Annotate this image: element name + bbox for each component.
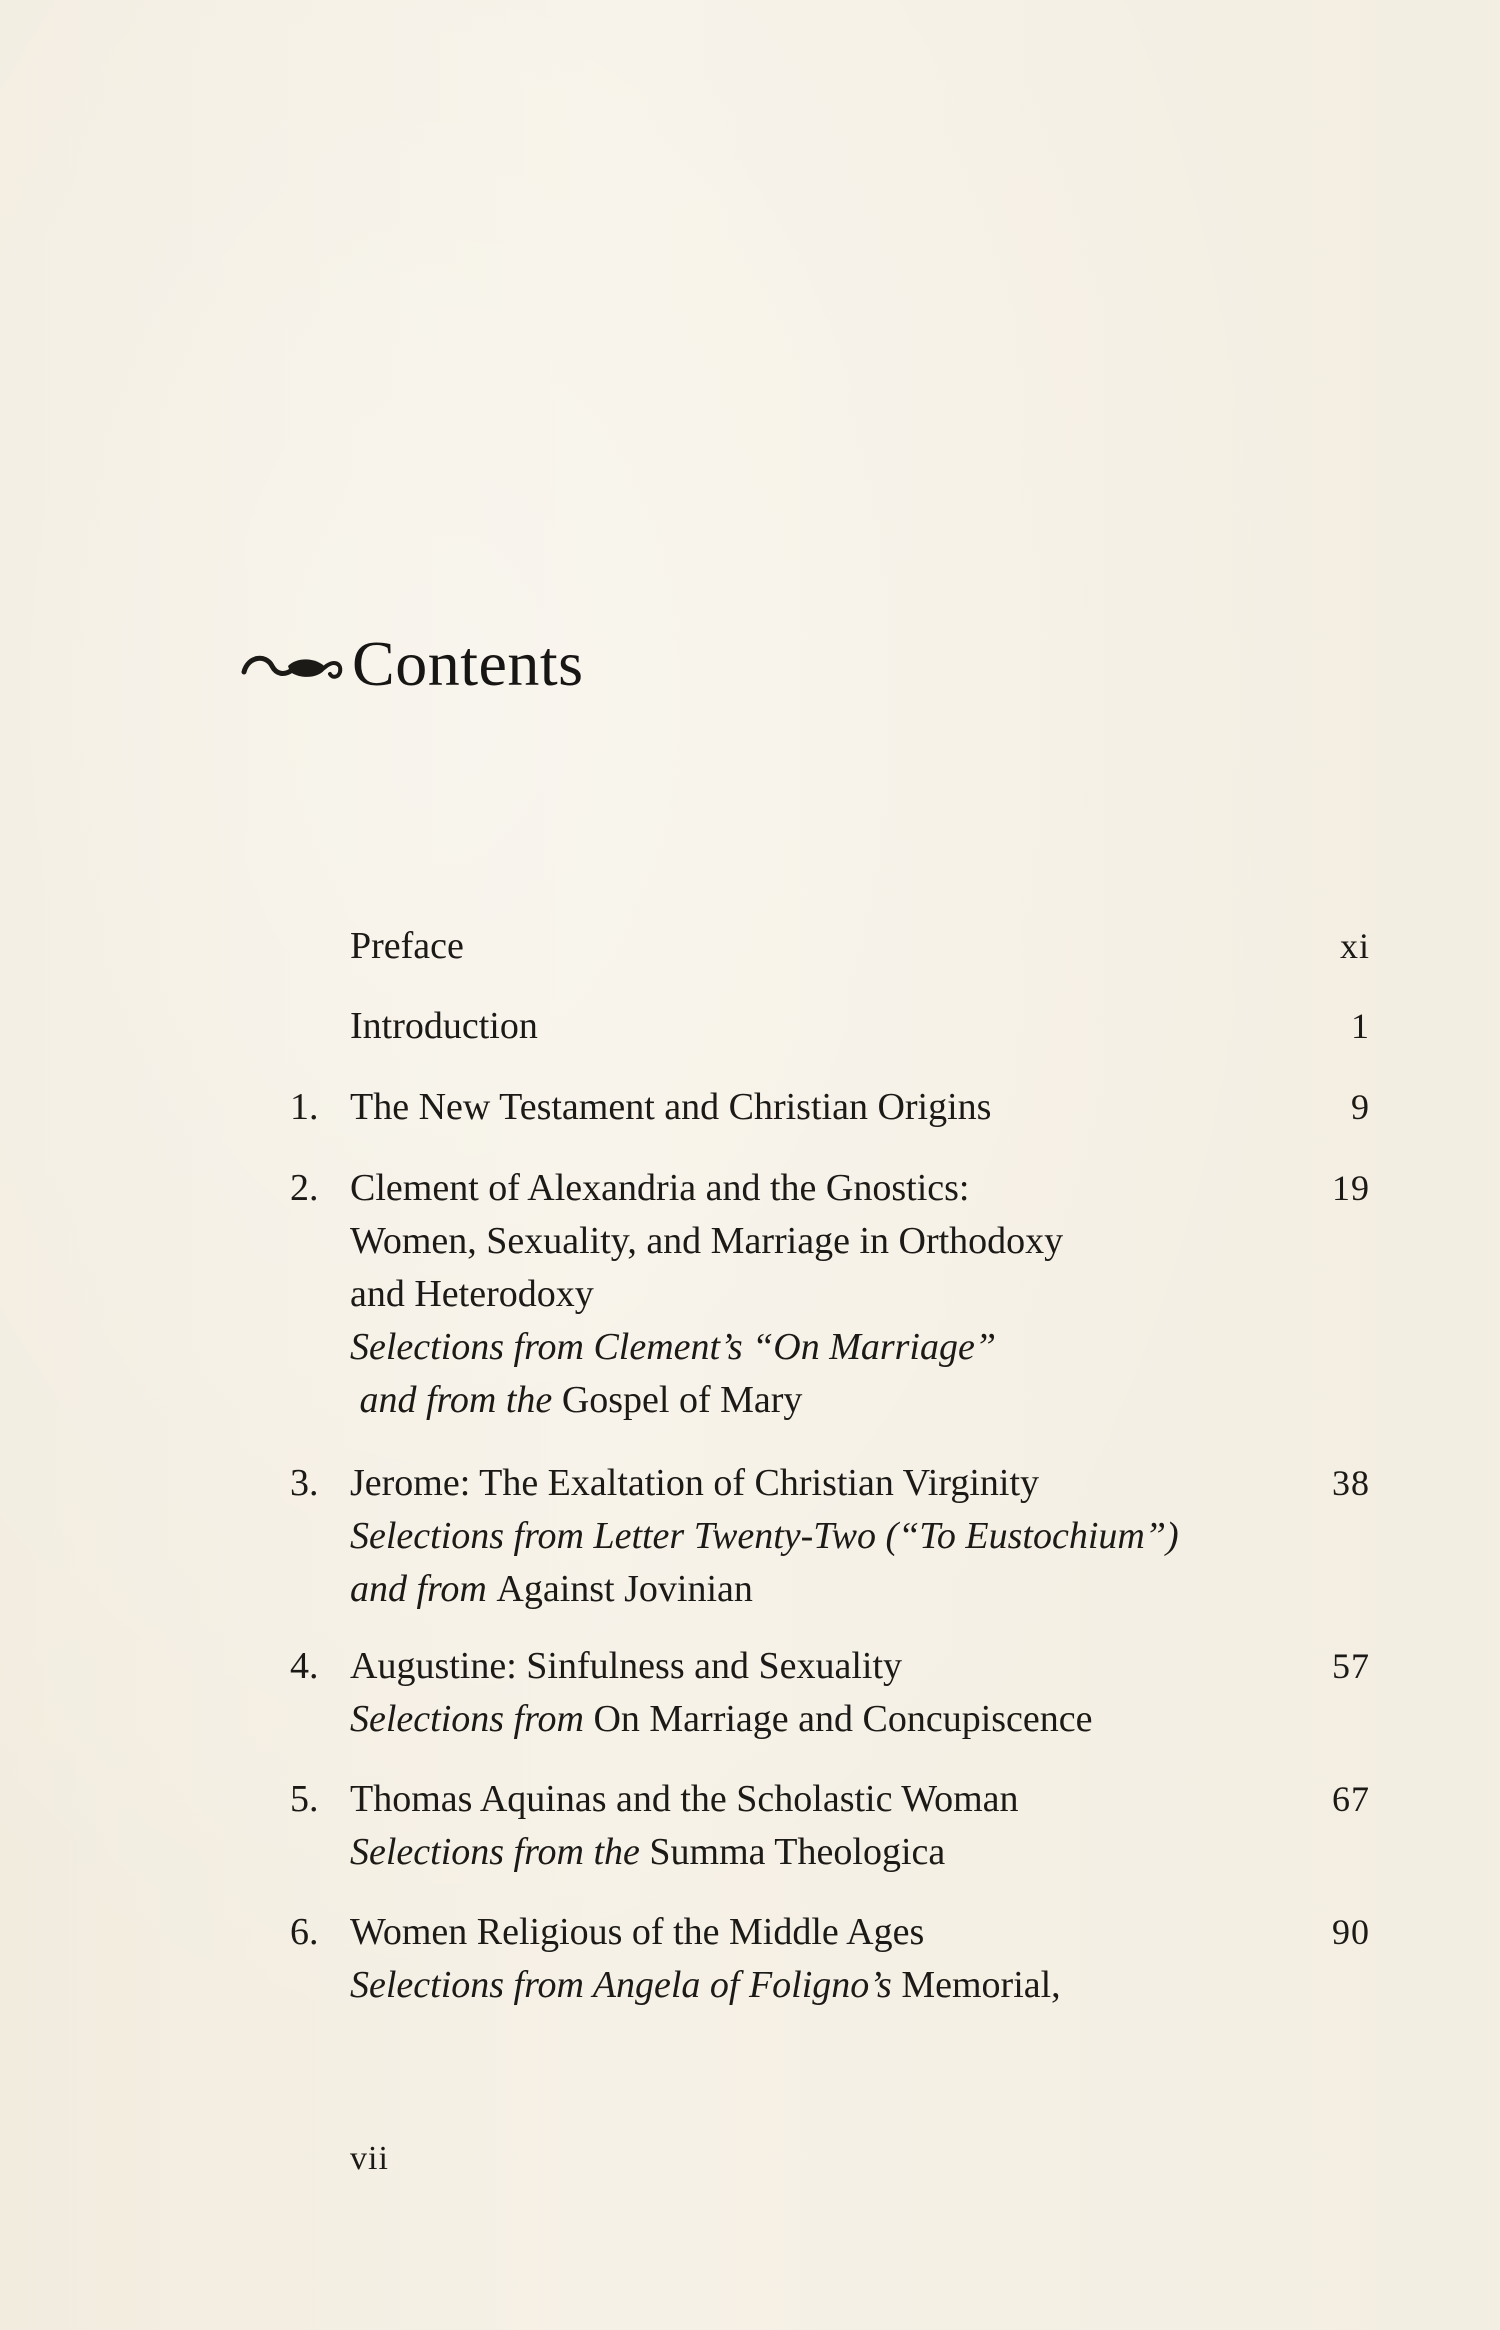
entry-subtitle-line [350,1321,996,1373]
roman-text: Preface [350,925,464,967]
entry-title [350,920,464,972]
entry-subtitle-line [350,1826,945,1878]
fleuron-ornament-icon [240,636,346,692]
chapter-number: 2. [290,1167,319,1209]
contents-heading [240,628,584,699]
roman-text: Thomas Aquinas and the Scholastic Woman [350,1778,1019,1820]
page-number: 67 [1332,1779,1370,1819]
roman-text: Augustine: Sinfulness and Sexuality [350,1645,903,1687]
italic-text: and from the [350,1379,562,1421]
italic-text: and from [350,1568,497,1610]
roman-text: The New Testament and Christian Origins [350,1086,992,1128]
entry-subtitle-line [350,1693,1093,1745]
italic-text: Selections from the [350,1831,650,1873]
page-folio: vii [350,2140,389,2177]
chapter-number: 1. [290,1086,319,1128]
chapter-number: 5. [290,1778,319,1820]
italic-text: Selections from Clement’s “On Marriage” [350,1326,996,1368]
roman-text: Against Jovinian [496,1568,753,1610]
chapter-number: 3. [290,1462,319,1504]
entry-title [350,1457,1039,1509]
italic-text: Selections from [350,1698,594,1740]
entry-title [350,1640,902,1692]
roman-text: On Marriage and Concupiscence [593,1698,1093,1740]
entry-title [350,1906,924,1958]
italic-text: Selections from Angela of Foligno’s [350,1964,902,2006]
roman-text: Gospel of Mary [561,1379,803,1421]
roman-text: Clement of Alexandria and the Gnostics: [350,1167,970,1209]
entry-title [350,1773,1019,1825]
entry-title [350,1162,969,1214]
entry-subtitle-line [350,1215,1063,1267]
roman-text: Introduction [350,1005,538,1047]
page-number: 57 [1332,1646,1370,1686]
entry-subtitle-line [350,1510,1179,1562]
page-number: 38 [1332,1463,1370,1503]
entry-subtitle-line [350,1374,802,1426]
page-number: 19 [1332,1168,1370,1208]
entry-subtitle-line [350,1959,1061,2011]
chapter-number: 4. [290,1645,319,1687]
roman-text: Women Religious of the Middle Ages [350,1911,925,1953]
entry-subtitle-line [350,1268,594,1320]
roman-text: Memorial, [901,1964,1061,2006]
page-number: 9 [1351,1087,1370,1127]
entry-title [350,1000,538,1052]
entry-subtitle-line [350,1563,753,1615]
page-number: 1 [1351,1006,1370,1046]
roman-text: Women, Sexuality, and Marriage in Orthodoxy [350,1220,1064,1262]
italic-text: Selections from Letter Twenty-Two (“To Eustochium”) [350,1515,1179,1557]
entry-title [350,1081,991,1133]
chapter-number: 6. [290,1911,319,1953]
page-number: xi [1339,926,1370,966]
roman-text: Jerome: The Exaltation of Christian Virginity [350,1462,1040,1504]
roman-text: and Heterodoxy [350,1273,594,1315]
page-number: 90 [1332,1912,1370,1952]
roman-text: Summa Theologica [649,1831,946,1873]
page-title: Contents [352,628,584,699]
